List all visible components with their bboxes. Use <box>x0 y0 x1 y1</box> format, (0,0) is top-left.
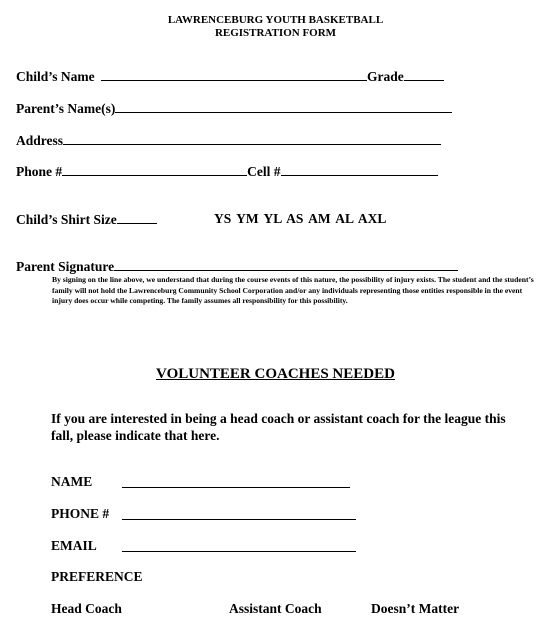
phone-blank[interactable] <box>62 163 247 176</box>
child-name-blank[interactable] <box>101 68 367 81</box>
parent-name-label: Parent’s Name(s) <box>16 101 116 116</box>
signature-label: Parent Signature <box>16 259 115 274</box>
volunteer-phone-blank[interactable] <box>122 519 356 520</box>
volunteer-intro: If you are interested in being a head coach or assistant coach for the league this fall, please indicate that here. <box>51 411 506 443</box>
shirt-size-label: Child’s Shirt Size <box>16 212 117 227</box>
volunteer-name-blank[interactable] <box>122 487 350 488</box>
shirt-size-blank[interactable] <box>117 211 157 224</box>
signature-row <box>16 258 458 275</box>
parent-name-blank[interactable] <box>115 100 452 113</box>
form-title-line1: LAWRENCEBURG YOUTH BASKETBALL <box>167 14 384 26</box>
cell-label: Cell # <box>247 164 281 179</box>
preference-assistant-coach[interactable]: Assistant Coach <box>229 601 322 616</box>
preference-label: PREFERENCE <box>51 569 143 584</box>
address-label: Address <box>16 133 64 148</box>
address-row <box>16 132 441 149</box>
volunteer-name-label: NAME <box>51 474 93 489</box>
size-option[interactable]: AL <box>335 211 354 226</box>
phone-label: Phone # <box>16 164 63 179</box>
parent-name-row <box>16 100 452 117</box>
grade-label: Grade <box>367 69 404 84</box>
size-option[interactable]: AS <box>286 211 304 226</box>
shirt-size-options <box>214 211 386 227</box>
child-name-label: Child’s Name <box>16 69 95 84</box>
child-name-row <box>16 68 444 85</box>
form-title-line2: REGISTRATION FORM <box>214 27 337 39</box>
volunteer-phone-label: PHONE # <box>51 506 110 521</box>
cell-blank[interactable] <box>281 163 438 176</box>
preference-head-coach[interactable]: Head Coach <box>51 601 122 616</box>
size-option[interactable]: AM <box>308 211 331 226</box>
size-option[interactable]: AXL <box>357 211 387 226</box>
volunteer-email-label: EMAIL <box>51 538 97 553</box>
volunteer-heading: VOLUNTEER COACHES NEEDED <box>156 366 395 382</box>
preference-doesnt-matter[interactable]: Doesn’t Matter <box>371 601 460 616</box>
volunteer-email-blank[interactable] <box>122 551 356 552</box>
signature-blank[interactable] <box>114 258 458 271</box>
size-option[interactable]: YL <box>263 211 282 226</box>
grade-blank[interactable] <box>404 68 444 81</box>
phone-row <box>16 163 438 180</box>
size-option[interactable]: YM <box>236 211 259 226</box>
size-option[interactable]: YS <box>214 211 232 226</box>
shirt-size-row <box>16 211 157 228</box>
address-blank[interactable] <box>63 132 441 145</box>
liability-disclaimer: By signing on the line above, we understand that during the course events of this nature, the possibility of injury exists. The student and the student’s family will not hold the Lawrenceburg Community School Corporation and/or any individuals representing those entities responsible in the event injury does occur while competing. The family assumes all responsibility for this possibility. <box>52 275 534 305</box>
